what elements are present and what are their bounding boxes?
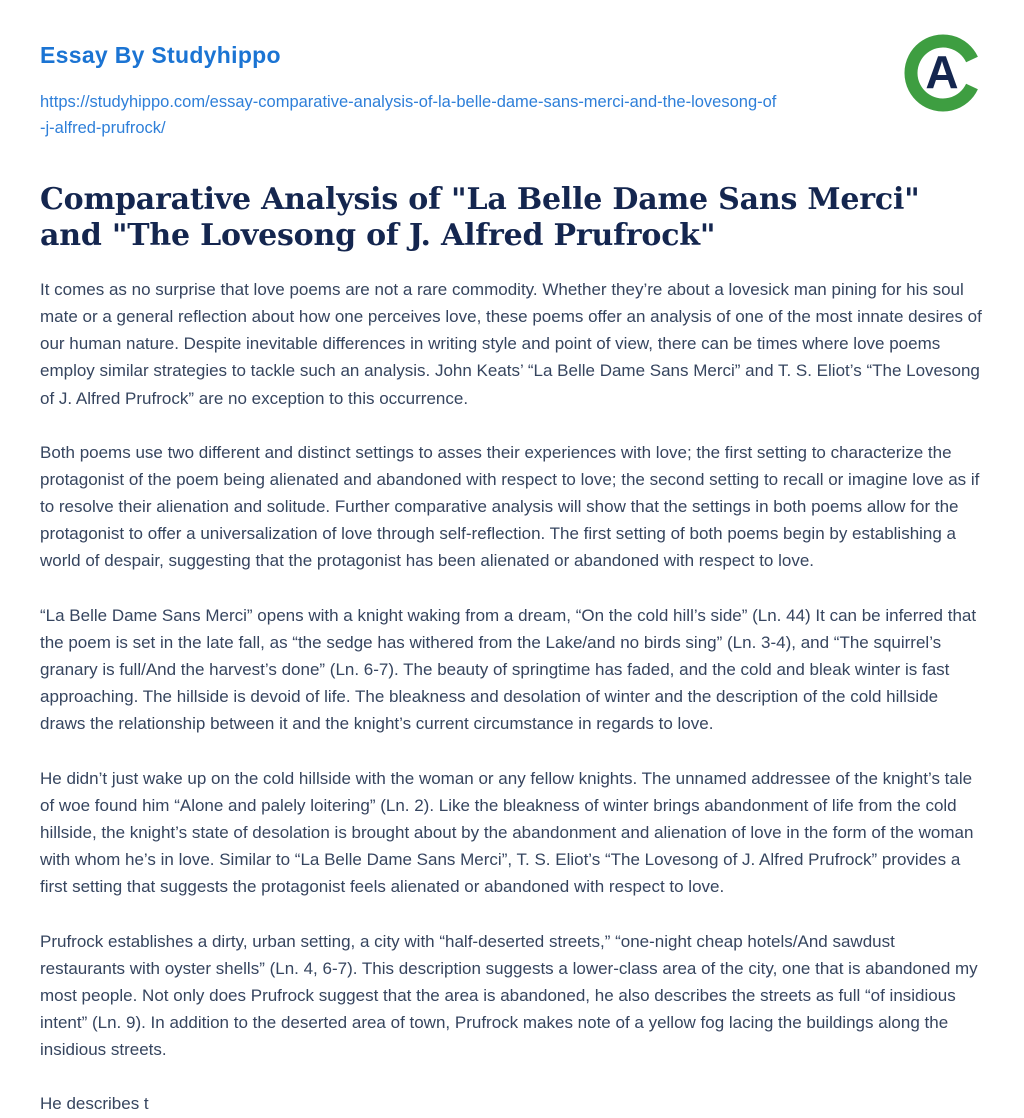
essay-paragraph: It comes as no surprise that love poems are not a rare commodity. Whether they’re about a lovesick man pining for his soul mate or a general reflection about how one perceives love, these poems offer an analysis of one of the most innate desires of our human nature. Despite inevitable differences in writing style and point of view, there can be times where love poems employ similar strategies to tackle such an analysis. John Keats’ “La Belle Dame Sans Merci” and T. S. Eliot’s “The Lovesong of J. Alfred Prufrock” are no exception to this occurrence. bbox=[40, 279, 982, 408]
essay-title: Comparative Analysis of "La Belle Dame Sans Merci" and "The Lovesong of J. Alfred Prufrock" bbox=[40, 181, 920, 253]
studyhippo-logo bbox=[902, 32, 984, 114]
page-header bbox=[40, 30, 984, 142]
logo-letter: A bbox=[925, 46, 959, 98]
essay-paragraph: “La Belle Dame Sans Merci” opens with a knight waking from a dream, “On the cold hill’s side” (Ln. 44) It can be inferred that the poem is set in the late fall, as “the sedge has withered from the Lake/and no birds sing” (Ln. 3-4), and “The squirrel’s granary is full/And the harvest’s done” (Ln. 6-7). The beauty of springtime has faded, and the cold and bleak winter is fast approaching. The hillside is devoid of life. The bleakness and desolation of winter and the description of the cold hillside draws the relationship between it and the knight’s current circumstance in regards to love. bbox=[40, 605, 977, 734]
essay-paragraph: Prufrock establishes a dirty, urban setting, a city with “half-deserted streets,” “one-night cheap hotels/And sawdust restaurants with oyster shells” (Ln. 4, 6-7). This description suggests a lower-class area of the city, one that is abandoned my most people. Not only does Prufrock suggest that the area is abandoned, he also describes the streets as full “of insidious intent” (Ln. 9). In addition to the deserted area of town, Prufrock makes note of a yellow fog lacing the buildings along the insidious streets. bbox=[40, 931, 978, 1060]
source-url-link[interactable]: https://studyhippo.com/essay-comparative-analysis-of-la-belle-dame-sans-merci-and-the-lovesong-of-j-alfred-prufrock/ bbox=[40, 93, 777, 138]
essay-paragraph: Both poems use two different and distinct settings to asses their experiences with love; the first setting to characterize the protagonist of the poem being alienated and abandoned with respect to love; the second setting to recall or imagine love as if to resolve their alienation and solitude. Further comparative analysis will show that the settings in both poems allow for the protagonist to offer a universalization of love through self-reflection. The first setting of both poems begin by establishing a world of despair, suggesting that the protagonist has been alienated or abandoned with respect to love. bbox=[40, 442, 980, 571]
essay-body bbox=[40, 276, 984, 1118]
site-title: Essay By Studyhippo bbox=[40, 42, 281, 68]
header-text bbox=[40, 30, 780, 142]
essay-paragraph: He describes t bbox=[40, 1094, 149, 1114]
essay-paragraph: He didn’t just wake up on the cold hillside with the woman or any fellow knights. The unnamed addressee of the knight’s tale of woe found him “Alone and palely loitering” (Ln. 2). Like the bleakness of winter brings abandonment of life from the cold hillside, the knight’s state of desolation is brought about by the abandonment and alienation of love in the form of the woman with whom he’s in love. Similar to “La Belle Dame Sans Merci”, T. S. Eliot’s “The Lovesong of J. Alfred Prufrock” provides a first setting that suggests the protagonist feels alienated or abandoned with respect to love. bbox=[40, 768, 974, 897]
